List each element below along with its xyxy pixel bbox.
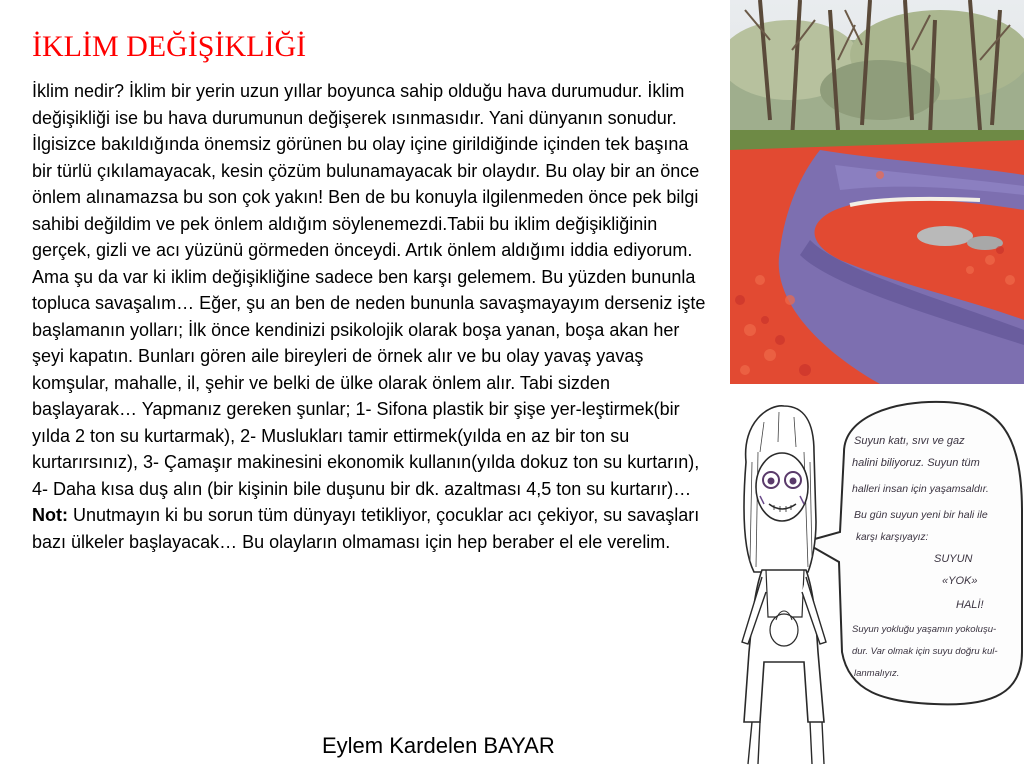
author-name: Eylem Kardelen BAYAR [322,733,555,758]
girl-drawing [724,392,1024,768]
drawing-text-7: «YOK» [942,575,978,587]
article-body [32,78,708,555]
article-paragraph: İklim nedir? İklim bir yerin uzun yıllar boyunca sahip olduğu hava durumudur. İklim değişikliği ise bu hava durumunun değişerek ısınmasıdır. Yani dünyanın sonudur. İlgisizce bakıldığında önemsiz görünen bu olay içine girildiğinde içinden tek başına bir türlü çıkılamayacak, kesin çözüm bulunamayacak bir olaydır. Bu olay bir an önce önlem alınamazsa bu son çok yakın! Ben de bu konuyla ilgilenmeden önce pek bilgi sahibi değildim ve pek önlem aldığım söylenemezdi.Tabii bu iklim değişikliğinin gerçek, gizli ve acı yüzünü görmeden önceydi. Artık önlem aldığımı iddia ediyorum. Ama şu da var ki iklim değişikliğine sadece ben karşı gelemem. Bu yüzden bununla topluca savaşalım… Eğer, şu an ben de neden bununla savaşmayayım derseniz işte başlamanın yolları; İlk önce kendinizi psikolojik olarak boşa yanan, boşa akan her şeyi kapatın. Bunları gören aile bireyleri de örnek alır ve bu olay yavaş yavaş komşular, mahalle, il, şehir ve belki de ülke olarak önlem alır. Tabi sizden başlayarak… Yapmanız gereken şunlar; 1- Sifona plastik bir şişe yer-leştirmek(bir yılda 2 ton su kurtarmak), 2- Muslukları tamir ettirmek(yılda en az bir ton su kurtarırsınız), 3- Çamaşır makinesini ekonomik kullanın(yılda dokuz ton su kurtarın), 4- Daha kısa duş alın (bir kişinin bile duşunu bir dk. azaltması 4,5 ton su kurtarır)… [32,81,706,499]
drawing-text-3: halleri insan için yaşamsaldır. [852,483,989,495]
note-label: Not: [32,505,68,525]
drawing-text-5: karşı karşıyayız: [856,532,929,543]
drawing-text-9: Suyun yokluğu yaşamın yokoluşu- [852,624,997,635]
note-text: Unutmayın ki bu sorun tüm dünyayı tetikliyor, çocuklar acı çekiyor, su savaşları bazı ülkeler başlayacak… Bu olayların olmaması için hep beraber el ele verelim. [32,505,700,552]
drawing-text-11: lanmalıyız. [854,668,900,679]
drawing-text-8: HALİ! [956,599,984,611]
drawing-text-1: Suyun katı, sıvı ve gaz [854,435,965,447]
drawing-text-6: SUYUN [934,553,973,565]
drawing-text-4: Bu gün suyun yeni bir hali ile [854,509,988,521]
drawing-text-2: halini biliyoruz. Suyun tüm [852,457,980,469]
page-title: İKLİM DEĞİŞİKLİĞİ [32,30,307,63]
tulip-garden-photo [730,0,1024,384]
drawing-text-10: dur. Var olmak için suyu doğru kul- [852,646,998,657]
